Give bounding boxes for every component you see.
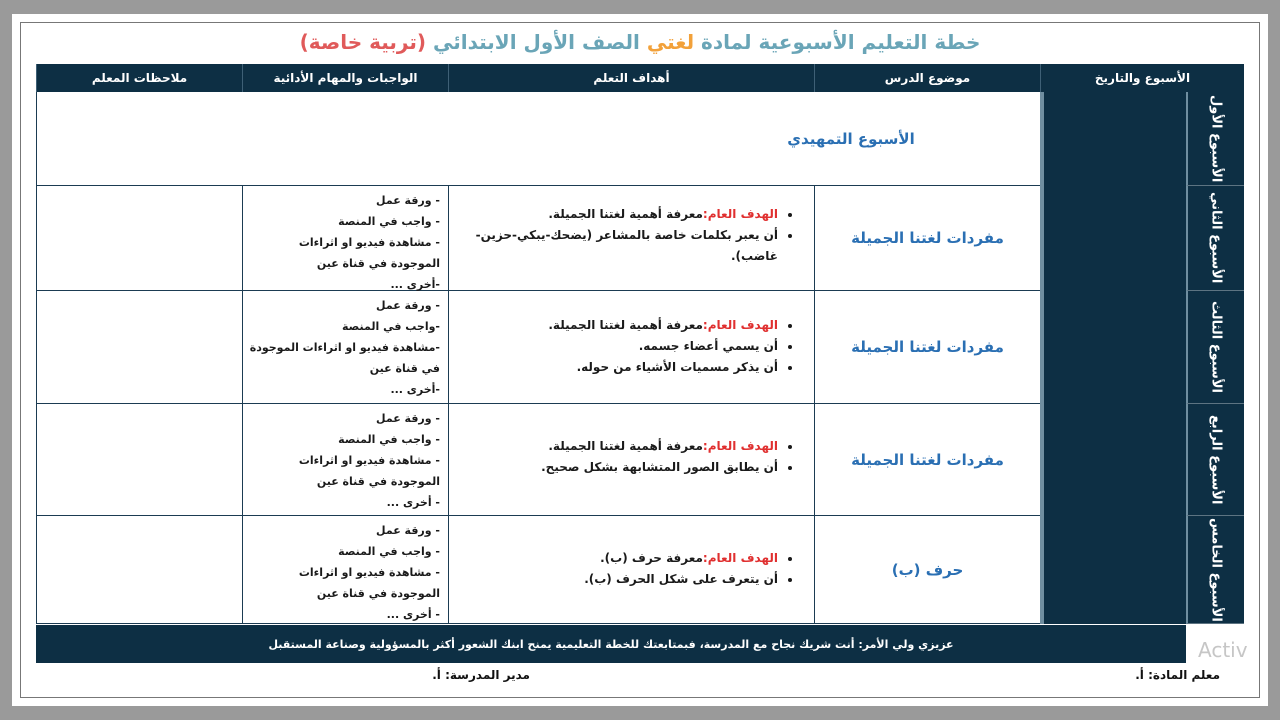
week-label: الأسبوع الثالث bbox=[1186, 291, 1244, 404]
week-4-tasks: - ورقة عمل - واجب في المنصة - مشاهدة فيديو او اثراءات الموجودة في قناة عين - أخرى ... bbox=[242, 404, 448, 516]
week-label: الأسبوع الرابع bbox=[1186, 404, 1244, 516]
week-1-topic: الأسبوع التمهيدي bbox=[242, 92, 1040, 186]
goal-item: • الهدف العام:معرفة أهمية لغتنا الجميلة. bbox=[459, 204, 778, 225]
week-4-topic: مفردات لغتنا الجميلة bbox=[814, 404, 1040, 516]
header-notes: ملاحظات المعلم bbox=[36, 64, 242, 92]
header-week-date: الأسبوع والتاريخ bbox=[1040, 64, 1244, 92]
week-label-column bbox=[1186, 92, 1244, 624]
week-4-notes bbox=[36, 404, 242, 516]
goal-item: • الهدف العام:معرفة أهمية لغتنا الجميلة. bbox=[459, 315, 778, 336]
week-2-topic: مفردات لغتنا الجميلة bbox=[814, 186, 1040, 291]
week-3-notes bbox=[36, 291, 242, 404]
week-3-goals bbox=[448, 291, 814, 404]
plan-table bbox=[36, 64, 1244, 624]
week-3-tasks: - ورقة عمل -واجب في المنصة -مشاهدة فيديو او اثراءات الموجودة في قناة عين -أخرى ... bbox=[242, 291, 448, 404]
goal-item: • أن يطابق الصور المتشابهة بشكل صحيح. bbox=[459, 457, 778, 478]
activation-watermark: Activ bbox=[1198, 638, 1248, 662]
week-5-tasks: - ورقة عمل - واجب في المنصة - مشاهدة فيديو او اثراءات الموجودة في قناة عين - أخرى ... bbox=[242, 516, 448, 624]
week-2-goals bbox=[448, 186, 814, 291]
week-label: الأسبوع الخامس bbox=[1186, 516, 1244, 624]
goal-item: • أن يعبر بكلمات خاصة بالمشاعر (يضحك-يبكي-حزين-غاضب). bbox=[459, 225, 778, 267]
parent-message-bar: عزيزي ولي الأمر: أنت شريك نجاح مع المدرسة، فبمتابعتك للخطة التعليمية يمنح ابنك الشعور أكثر بالمسؤولية وصناعة المستقبل bbox=[36, 625, 1186, 663]
goal-item: • أن يتعرف على شكل الحرف (ب). bbox=[459, 569, 778, 590]
goal-item: • أن يذكر مسميات الأشياء من حوله. bbox=[459, 357, 778, 378]
week-2-tasks: - ورقة عمل - واجب في المنصة - مشاهدة فيديو او اثراءات الموجودة في قناة عين -أخرى ... bbox=[242, 186, 448, 291]
date-column bbox=[1040, 92, 1186, 624]
goal-item: • الهدف العام:معرفة أهمية لغتنا الجميلة. bbox=[459, 436, 778, 457]
goal-item: • الهدف العام:معرفة حرف (ب). bbox=[459, 548, 778, 569]
header-goals: أهداف التعلم bbox=[448, 64, 814, 92]
week-label: الأسبوع الأول bbox=[1186, 92, 1244, 186]
week-5-topic: حرف (ب) bbox=[814, 516, 1040, 624]
week-4-goals bbox=[448, 404, 814, 516]
week-label: الأسبوع الثاني bbox=[1186, 186, 1244, 291]
principal-signature: مدير المدرسة: أ. bbox=[432, 668, 530, 682]
goal-item: • أن يسمي أعضاء جسمه. bbox=[459, 336, 778, 357]
header-topic: موضوع الدرس bbox=[814, 64, 1040, 92]
week-2-notes bbox=[36, 186, 242, 291]
week-5-notes bbox=[36, 516, 242, 624]
page-title: خطة التعليم الأسبوعية لمادة لغتي الصف الأول الابتدائي (تربية خاصة) bbox=[299, 30, 981, 54]
teacher-signature: معلم المادة: أ. bbox=[1135, 668, 1220, 682]
week-3-topic: مفردات لغتنا الجميلة bbox=[814, 291, 1040, 404]
week-1-notes bbox=[36, 92, 242, 186]
week-5-goals bbox=[448, 516, 814, 624]
header-tasks: الواجبات والمهام الأدائية bbox=[242, 64, 448, 92]
